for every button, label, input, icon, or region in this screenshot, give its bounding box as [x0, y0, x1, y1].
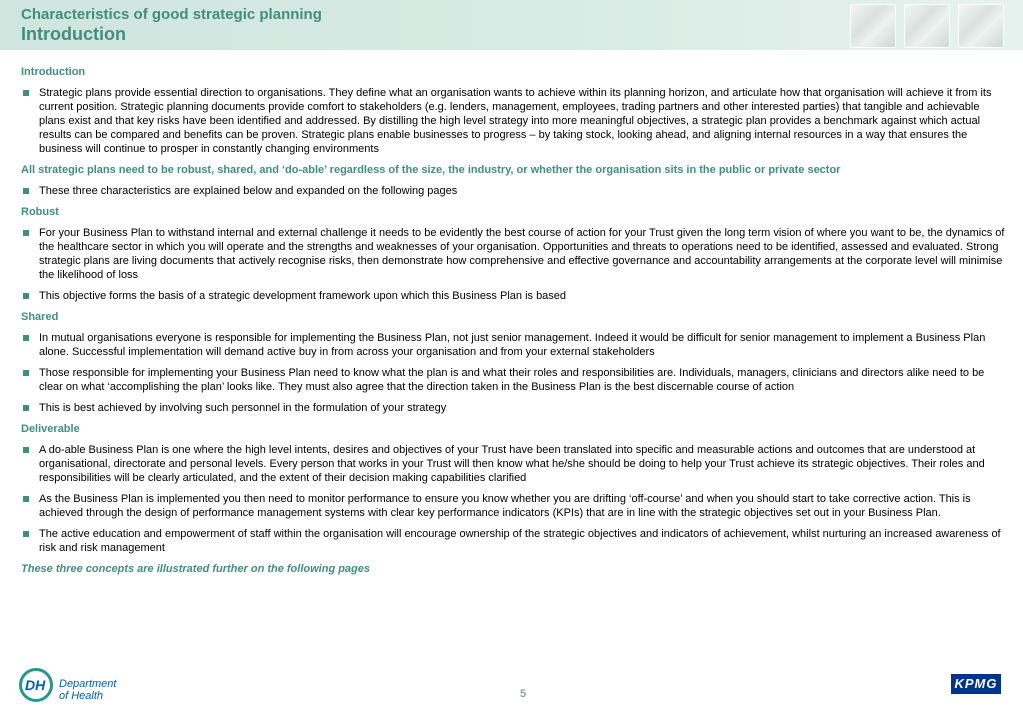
- bullet-square-icon: [23, 335, 29, 341]
- header-band: [0, 0, 1023, 50]
- dh-mark: DH: [25, 677, 46, 693]
- page-number: 5: [520, 688, 527, 700]
- list-item: This objective forms the basis of a strategic development framework upon which this Business Plan is based: [21, 289, 1005, 303]
- section-heading-deliverable: Deliverable: [21, 423, 80, 435]
- bullet-square-icon: [23, 230, 29, 236]
- section-heading-introduction: Introduction: [21, 66, 86, 78]
- bullet-square-icon: [23, 496, 29, 502]
- list-item: In mutual organisations everyone is responsible for implementing the Business Plan, not just senior management. Indeed it would be difficult for senior management to implement a Business Plan alone. Successful implementation will demand active buy in from across your organisation and from your external stakeholders: [21, 331, 1005, 359]
- bullet-square-icon: [23, 370, 29, 376]
- section-heading-all-plans: All strategic plans need to be robust, shared, and ‘do-able’ regardless of the size, the industry, or whether the organisation sits in the public or private sector: [21, 164, 841, 176]
- bullet-square-icon: [23, 293, 29, 299]
- department-of-health-logo: [19, 668, 129, 704]
- bullet-square-icon: [23, 405, 29, 411]
- list-item: For your Business Plan to withstand internal and external challenge it needs to be evidently the best course of action for your Trust given the long term vision of where you want to be, the dynamics of the healthcare sector in which you will operate and the strengths and weaknesses of your organisation. Opportunities and threats to operations need to be identified, assessed and evaluated. Strong strategic plans are living documents that actively recognise risks, then demonstrate how comprehensive and effective governance and accountability arrangements at the corporate level will minimise the likelihood of loss: [21, 226, 1005, 282]
- bullet-square-icon: [23, 447, 29, 453]
- dh-wordmark: Department of Health: [59, 678, 117, 702]
- bullet-square-icon: [23, 90, 29, 96]
- list-item: Strategic plans provide essential direction to organisations. They define what an organisation wants to achieve within its planning horizon, and articulate how that organisation will achieve it from its current position. Strategic planning documents provide comfort to stakeholders (e.g. lenders, management, employees, trading partners and other interested parties) that tangible and achievable plans exist and that key risks have been identified and addressed. By distilling the high level strategy into more meaningful objectives, a strategic plan provides a benchmark against which actual results can be compared and benefits can be proven. Strategic plans enable businesses to progress – by taking stock, looking ahead, and aligning internal resources in a way that ensures the business will continue to prosper in constantly changing environments: [21, 86, 1005, 156]
- kpmg-logo: KPMG: [951, 674, 1001, 694]
- section-heading-shared: Shared: [21, 311, 59, 323]
- list-item: As the Business Plan is implemented you then need to monitor performance to ensure you know whether you are drifting ‘off-course’ and when you should start to take corrective action. This is achieved through the design of performance management systems with clear key performance indicators (KPIs) that are in line with the strategic objectives set out in your Business Plan.: [21, 492, 1005, 520]
- list-item: The active education and empowerment of staff within the organisation will encourage ownership of the strategic objectives and indicators of achievement, whilst nurturing an increased awareness of risk and risk management: [21, 527, 1005, 555]
- header-photo-2: [904, 4, 950, 48]
- list-item: This is best achieved by involving such personnel in the formulation of your strategy: [21, 401, 1005, 415]
- body-content: [21, 65, 1005, 583]
- list-item: Those responsible for implementing your Business Plan need to know what the plan is and what their roles and responsibilities are. Individuals, managers, clinicians and directors alike need to be clear on what ‘accomplishing the plan’ looks like. They must also agree that the direction taken in the Business Plan is the best discernable course of action: [21, 366, 1005, 394]
- header-photo-1: [850, 4, 896, 48]
- header-photo-3: [958, 4, 1004, 48]
- bullet-square-icon: [23, 188, 29, 194]
- section-heading-robust: Robust: [21, 206, 59, 218]
- list-item: These three characteristics are explained below and expanded on the following pages: [21, 184, 1005, 198]
- list-item: A do-able Business Plan is one where the high level intents, desires and objectives of your Trust have been translated into specific and measurable actions and outcomes that are understood at organisational, directorate and personal levels. Every person that works in your Trust will then know what he/she should be doing to help your Trust achieve its strategic objectives. Their roles and responsibilities will be clearly articulated, and the extent of their decision making capabilities clarified: [21, 443, 1005, 485]
- bullet-square-icon: [23, 531, 29, 537]
- page-title: Characteristics of good strategic planning: [21, 6, 322, 23]
- closing-statement: These three concepts are illustrated further on the following pages: [21, 563, 371, 575]
- page-subtitle: Introduction: [21, 24, 126, 44]
